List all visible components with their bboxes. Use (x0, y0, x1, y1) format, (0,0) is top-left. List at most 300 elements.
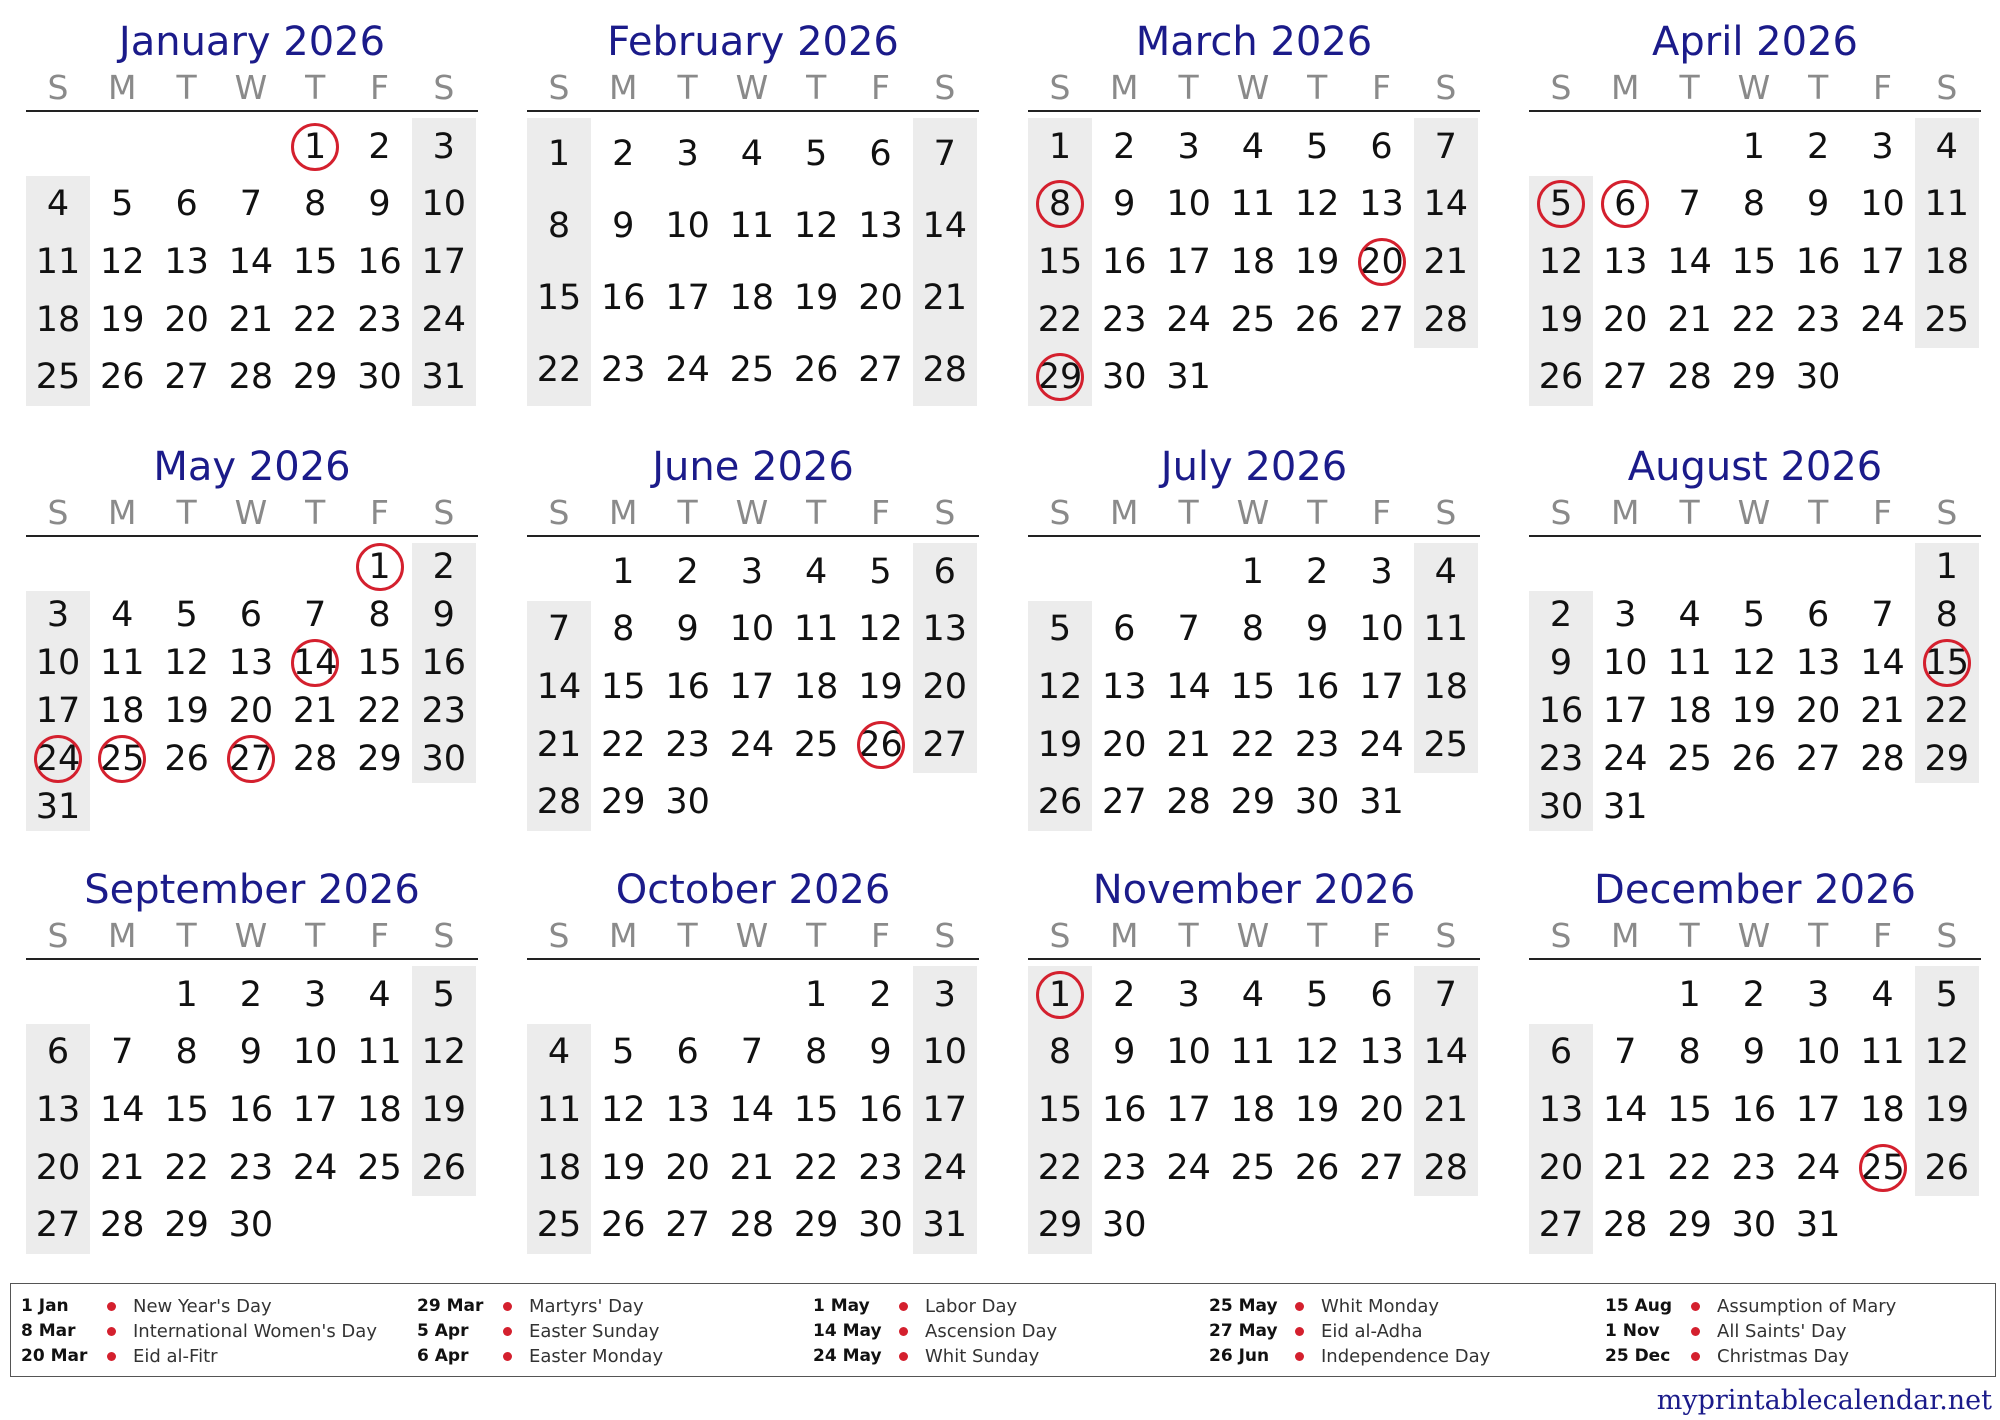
day-cell: 2 (1807, 126, 1830, 167)
weekday-label: F (370, 68, 389, 107)
day-cell: 8 (368, 595, 391, 635)
holiday-marker (1859, 1144, 1907, 1192)
day-cell: 11 (35, 242, 81, 282)
day-cell: 25 (536, 1205, 582, 1246)
day-cell: 27 (665, 1205, 710, 1246)
day-cell: 5 (805, 134, 828, 174)
day-cell: 2 (1549, 595, 1573, 635)
weekday-label: S (47, 493, 69, 532)
day-cell: 26 (1037, 782, 1083, 823)
legend-item (1605, 1294, 1995, 1319)
weekday-label: S (433, 68, 455, 107)
day-cell: 1 (1742, 126, 1766, 167)
legend-holiday-name: Whit Monday (1321, 1296, 1440, 1317)
weekday-label: S (47, 916, 69, 955)
weekday-label: F (871, 68, 890, 107)
holiday-marker (1036, 971, 1084, 1019)
holiday-marker (291, 639, 339, 687)
weekday-label: F (1873, 916, 1892, 955)
weekday-label: F (1372, 68, 1391, 107)
weekday-header-row (527, 68, 979, 108)
day-cell: 3 (933, 974, 956, 1015)
weekday-label: S (1550, 916, 1572, 955)
day-cell: 13 (922, 609, 968, 650)
day-cell: 18 (536, 1147, 582, 1188)
weekday-label: T (1808, 493, 1829, 532)
month-block (26, 443, 478, 841)
day-cell: 26 (1294, 299, 1340, 340)
day-cell: 21 (1603, 1147, 1648, 1188)
bullet-dot-icon (1295, 1327, 1304, 1336)
day-cell: 12 (793, 206, 839, 246)
day-cell: 14 (1603, 1090, 1648, 1130)
day-cell: 2 (432, 547, 455, 587)
day-cell: 28 (1603, 1205, 1648, 1246)
weekday-label: S (1049, 916, 1071, 955)
day-cell: 18 (1667, 691, 1712, 731)
day-cell: 17 (1603, 691, 1648, 731)
day-cell: 15 (536, 278, 582, 318)
day-cell: 13 (1359, 184, 1404, 225)
legend-item (813, 1319, 1203, 1344)
bullet-dot-icon (503, 1302, 512, 1311)
day-cell: 19 (1924, 1090, 1970, 1130)
day-cell: 19 (1731, 691, 1777, 731)
day-cell: 25 (100, 739, 145, 779)
day-cell: 5 (432, 974, 455, 1015)
day-cell: 10 (35, 643, 81, 683)
day-cell: 26 (100, 357, 145, 398)
day-cell: 30 (228, 1205, 274, 1246)
weekday-label: M (1611, 493, 1640, 532)
day-cell: 14 (1423, 184, 1469, 225)
day-cell: 18 (1423, 667, 1469, 707)
day-cell: 23 (421, 691, 467, 731)
day-cell: 6 (676, 1032, 699, 1073)
day-cell: 16 (228, 1090, 274, 1130)
day-cell: 9 (368, 184, 391, 225)
day-cell: 15 (793, 1090, 839, 1130)
day-cell: 23 (1538, 739, 1584, 779)
day-cell: 12 (1538, 242, 1584, 282)
day-cell: 17 (665, 278, 710, 318)
day-cell: 15 (1731, 242, 1777, 282)
month-title: May 2026 (153, 444, 351, 490)
day-cell: 29 (164, 1205, 209, 1246)
day-cell: 15 (1230, 667, 1276, 707)
day-cell: 13 (858, 206, 903, 246)
day-cell: 23 (1102, 1147, 1147, 1188)
day-cell: 30 (1731, 1205, 1777, 1246)
day-cell: 18 (35, 299, 81, 340)
bullet-dot-icon (899, 1327, 908, 1336)
day-cell: 12 (100, 242, 145, 282)
day-cell: 1 (304, 126, 327, 167)
day-cell: 10 (665, 206, 710, 246)
day-cell: 6 (1614, 184, 1637, 225)
weekday-label: M (609, 493, 638, 532)
day-cell: 13 (1603, 242, 1648, 282)
day-cell: 25 (1667, 739, 1712, 779)
day-cell: 10 (421, 184, 467, 225)
day-cell: 8 (175, 1032, 198, 1073)
day-cell: 20 (858, 278, 903, 318)
weekday-label: W (735, 68, 769, 107)
day-cell: 11 (536, 1090, 582, 1130)
header-divider (527, 535, 979, 537)
legend-date: 8 Mar (21, 1321, 76, 1341)
day-cell: 10 (1166, 1032, 1211, 1073)
day-cell: 26 (164, 739, 209, 779)
month-block (1028, 18, 1480, 416)
weekday-label: T (677, 68, 698, 107)
day-cell: 25 (35, 357, 81, 398)
day-cell: 2 (869, 974, 892, 1015)
day-cell: 28 (1166, 782, 1211, 823)
day-cell: 11 (729, 206, 775, 246)
weekday-label: F (871, 493, 890, 532)
day-cell: 5 (869, 551, 892, 592)
legend-holiday-name: New Year's Day (133, 1296, 272, 1317)
day-cell: 11 (1230, 1032, 1276, 1073)
legend-holiday-name: Ascension Day (925, 1321, 1058, 1342)
header-divider (26, 535, 478, 537)
weekday-label: S (1435, 493, 1457, 532)
day-cell: 27 (1538, 1205, 1584, 1246)
day-cell: 8 (1678, 1032, 1701, 1073)
month-block (1529, 866, 1981, 1264)
day-cell: 7 (740, 1032, 764, 1073)
weekday-label: S (1435, 916, 1457, 955)
day-cell: 22 (164, 1147, 209, 1188)
day-cell: 17 (1166, 242, 1211, 282)
weekday-header-row (26, 68, 478, 108)
day-cell: 10 (1359, 609, 1404, 650)
weekday-label: F (1372, 916, 1391, 955)
day-cell: 13 (665, 1090, 710, 1130)
legend-holiday-name: Easter Monday (529, 1346, 664, 1367)
weekday-label: S (934, 493, 956, 532)
day-cell: 2 (1306, 551, 1329, 592)
day-cell: 16 (357, 242, 402, 282)
weekday-label: S (548, 493, 570, 532)
day-cell: 7 (1614, 1032, 1637, 1073)
day-cell: 11 (1924, 184, 1970, 225)
legend-date: 25 Dec (1605, 1346, 1671, 1366)
day-cell: 28 (100, 1205, 145, 1246)
day-cell: 11 (1667, 643, 1712, 683)
day-cell: 27 (228, 739, 274, 779)
day-cell: 30 (1538, 787, 1584, 827)
day-cell: 28 (922, 350, 968, 390)
day-cell: 25 (1230, 299, 1276, 340)
legend-date: 14 May (813, 1321, 882, 1341)
weekday-label: S (548, 68, 570, 107)
day-cell: 15 (1924, 643, 1970, 683)
day-cell: 24 (665, 350, 710, 390)
day-cell: 24 (1860, 299, 1905, 340)
weekday-label: S (1049, 493, 1071, 532)
weekday-label: T (1808, 68, 1829, 107)
day-cell: 3 (1370, 551, 1393, 592)
legend-holiday-name: International Women's Day (133, 1321, 377, 1342)
legend-column (1605, 1294, 1995, 1369)
day-cell: 3 (1871, 126, 1894, 167)
day-cell: 20 (922, 667, 968, 707)
day-cell: 1 (612, 551, 635, 592)
day-cell: 25 (1423, 724, 1469, 765)
day-cell: 7 (547, 609, 571, 650)
legend-item (1209, 1294, 1599, 1319)
day-cell: 14 (1667, 242, 1712, 282)
legend-item (813, 1344, 1203, 1369)
legend-date: 20 Mar (21, 1346, 88, 1366)
day-cell: 7 (1434, 126, 1457, 167)
weekday-label: S (47, 68, 69, 107)
day-cell: 8 (1048, 184, 1072, 225)
legend-date: 6 Apr (417, 1346, 469, 1366)
bullet-dot-icon (107, 1302, 116, 1311)
header-divider (1529, 110, 1981, 112)
weekday-label: W (1737, 68, 1771, 107)
day-cell: 1 (1678, 974, 1701, 1015)
day-cell: 12 (858, 609, 903, 650)
day-cell: 16 (665, 667, 710, 707)
weekday-label: W (1737, 493, 1771, 532)
day-cell: 31 (1166, 357, 1211, 398)
legend-holiday-name: Labor Day (925, 1296, 1018, 1317)
day-cell: 14 (1423, 1032, 1469, 1073)
day-cell: 2 (676, 551, 699, 592)
day-cell: 9 (432, 595, 455, 635)
day-cell: 30 (1102, 357, 1147, 398)
day-cell: 19 (793, 278, 839, 318)
month-title: June 2026 (652, 444, 854, 490)
weekday-label: M (108, 493, 137, 532)
day-cell: 17 (1795, 1090, 1841, 1130)
weekday-label: W (234, 68, 268, 107)
weekday-header-row (1529, 916, 1981, 956)
day-cell: 9 (676, 609, 699, 650)
day-cell: 23 (665, 724, 710, 765)
day-cell: 30 (1795, 357, 1841, 398)
day-cell: 21 (1423, 1090, 1469, 1130)
day-cell: 31 (1795, 1205, 1841, 1246)
day-cell: 28 (1423, 299, 1469, 340)
day-cell: 2 (1742, 974, 1766, 1015)
weekday-label: T (1307, 493, 1328, 532)
day-cell: 23 (601, 350, 646, 390)
day-cell: 14 (292, 643, 338, 683)
day-cell: 29 (601, 782, 646, 823)
weekday-label: T (1679, 68, 1700, 107)
weekday-label: W (1236, 68, 1270, 107)
legend-holiday-name: Independence Day (1321, 1346, 1491, 1367)
weekday-label: W (735, 916, 769, 955)
day-cell: 10 (729, 609, 775, 650)
day-cell: 16 (1102, 1090, 1147, 1130)
day-cell: 15 (1037, 242, 1083, 282)
weekday-header-row (1028, 493, 1480, 533)
day-cell: 23 (1795, 299, 1841, 340)
legend-holiday-name: All Saints' Day (1717, 1321, 1847, 1342)
day-cell: 8 (805, 1032, 828, 1073)
day-cell: 1 (1935, 547, 1958, 587)
day-cell: 29 (1037, 1205, 1083, 1246)
legend-item (1209, 1319, 1599, 1344)
day-cell: 10 (292, 1032, 338, 1073)
day-cell: 22 (1924, 691, 1970, 731)
weekday-label: S (1550, 68, 1572, 107)
weekday-label: T (1178, 916, 1199, 955)
legend-item (1605, 1344, 1995, 1369)
day-cell: 16 (1795, 242, 1841, 282)
weekday-header-row (1529, 68, 1981, 108)
day-cell: 28 (1667, 357, 1712, 398)
day-cell: 19 (1538, 299, 1584, 340)
day-cell: 19 (1037, 724, 1083, 765)
weekday-label: T (1178, 68, 1199, 107)
day-cell: 31 (922, 1205, 968, 1246)
day-cell: 19 (1294, 1090, 1340, 1130)
weekday-label: M (1611, 68, 1640, 107)
day-cell: 23 (357, 299, 402, 340)
day-cell: 25 (1924, 299, 1970, 340)
day-cell: 14 (100, 1090, 145, 1130)
day-cell: 22 (1230, 724, 1276, 765)
day-cell: 8 (547, 206, 571, 246)
day-cell: 12 (164, 643, 209, 683)
day-cell: 12 (1294, 184, 1340, 225)
day-cell: 14 (1860, 643, 1905, 683)
day-cell: 7 (1177, 609, 1200, 650)
day-cell: 30 (357, 357, 402, 398)
weekday-label: S (1049, 68, 1071, 107)
day-cell: 16 (1538, 691, 1584, 731)
day-cell: 14 (1166, 667, 1211, 707)
weekday-label: W (1236, 916, 1270, 955)
day-cell: 20 (1359, 1090, 1404, 1130)
bullet-dot-icon (1691, 1302, 1700, 1311)
day-cell: 8 (612, 609, 635, 650)
day-cell: 24 (1359, 724, 1404, 765)
day-cell: 2 (1113, 974, 1136, 1015)
month-title: November 2026 (1092, 867, 1416, 913)
header-divider (1529, 535, 1981, 537)
day-cell: 23 (858, 1147, 903, 1188)
day-cell: 21 (536, 724, 582, 765)
day-cell: 13 (35, 1090, 81, 1130)
month-block (1529, 443, 1981, 841)
weekday-label: S (1936, 68, 1958, 107)
weekday-label: M (108, 68, 137, 107)
legend-item (417, 1344, 807, 1369)
day-cell: 4 (805, 551, 828, 592)
weekday-label: S (1936, 916, 1958, 955)
day-cell: 11 (1860, 1032, 1905, 1073)
weekday-label: T (1679, 493, 1700, 532)
day-cell: 31 (1359, 782, 1404, 823)
weekday-label: S (548, 916, 570, 955)
legend-holiday-name: Martyrs' Day (529, 1296, 644, 1317)
weekday-header-row (26, 493, 478, 533)
day-cell: 14 (922, 206, 968, 246)
day-cell: 8 (304, 184, 327, 225)
month-block (26, 18, 478, 416)
site-credit[interactable]: myprintablecalendar.net (1656, 1385, 1992, 1416)
weekday-label: F (370, 916, 389, 955)
day-cell: 17 (1860, 242, 1905, 282)
day-cell: 4 (46, 184, 70, 225)
bullet-dot-icon (107, 1352, 116, 1361)
bullet-dot-icon (899, 1352, 908, 1361)
holiday-legend (10, 1283, 1996, 1377)
day-cell: 29 (292, 357, 338, 398)
weekday-label: F (1873, 68, 1892, 107)
weekday-header-row (1529, 493, 1981, 533)
day-cell: 6 (1370, 974, 1393, 1015)
day-cell: 13 (1538, 1090, 1584, 1130)
day-cell: 17 (1359, 667, 1404, 707)
day-cell: 1 (368, 547, 391, 587)
day-cell: 28 (1423, 1147, 1469, 1188)
day-cell: 18 (1230, 1090, 1276, 1130)
day-cell: 24 (729, 724, 775, 765)
legend-column (21, 1294, 411, 1369)
day-cell: 6 (1807, 595, 1830, 635)
bullet-dot-icon (1295, 1302, 1304, 1311)
month-title: August 2026 (1627, 444, 1883, 490)
day-cell: 13 (1359, 1032, 1404, 1073)
day-cell: 9 (239, 1032, 263, 1073)
day-cell: 29 (1924, 739, 1970, 779)
day-cell: 22 (536, 350, 582, 390)
month-title: April 2026 (1652, 19, 1858, 65)
weekday-label: M (1110, 493, 1139, 532)
day-cell: 12 (1731, 643, 1777, 683)
day-cell: 14 (228, 242, 274, 282)
day-cell: 24 (292, 1147, 338, 1188)
weekday-label: S (433, 493, 455, 532)
day-cell: 6 (175, 184, 198, 225)
day-cell: 23 (1731, 1147, 1777, 1188)
weekday-label: W (1236, 493, 1270, 532)
weekday-header-row (1028, 916, 1480, 956)
day-cell: 1 (1241, 551, 1265, 592)
weekday-label: F (871, 916, 890, 955)
day-cell: 30 (1294, 782, 1340, 823)
month-title: March 2026 (1135, 19, 1373, 65)
day-cell: 30 (665, 782, 710, 823)
day-cell: 29 (1667, 1205, 1712, 1246)
month-title: October 2026 (615, 867, 891, 913)
month-block (26, 866, 478, 1264)
month-block (527, 18, 979, 416)
legend-date: 24 May (813, 1346, 882, 1366)
day-cell: 19 (164, 691, 209, 731)
header-divider (1028, 110, 1480, 112)
day-cell: 4 (111, 595, 134, 635)
day-cell: 23 (1294, 724, 1340, 765)
legend-date: 1 Nov (1605, 1321, 1660, 1341)
day-cell: 20 (665, 1147, 710, 1188)
day-cell: 22 (1731, 299, 1777, 340)
weekday-label: T (1808, 916, 1829, 955)
day-cell: 15 (601, 667, 646, 707)
month-block (527, 443, 979, 841)
day-cell: 3 (46, 595, 70, 635)
day-cell: 20 (1603, 299, 1648, 340)
